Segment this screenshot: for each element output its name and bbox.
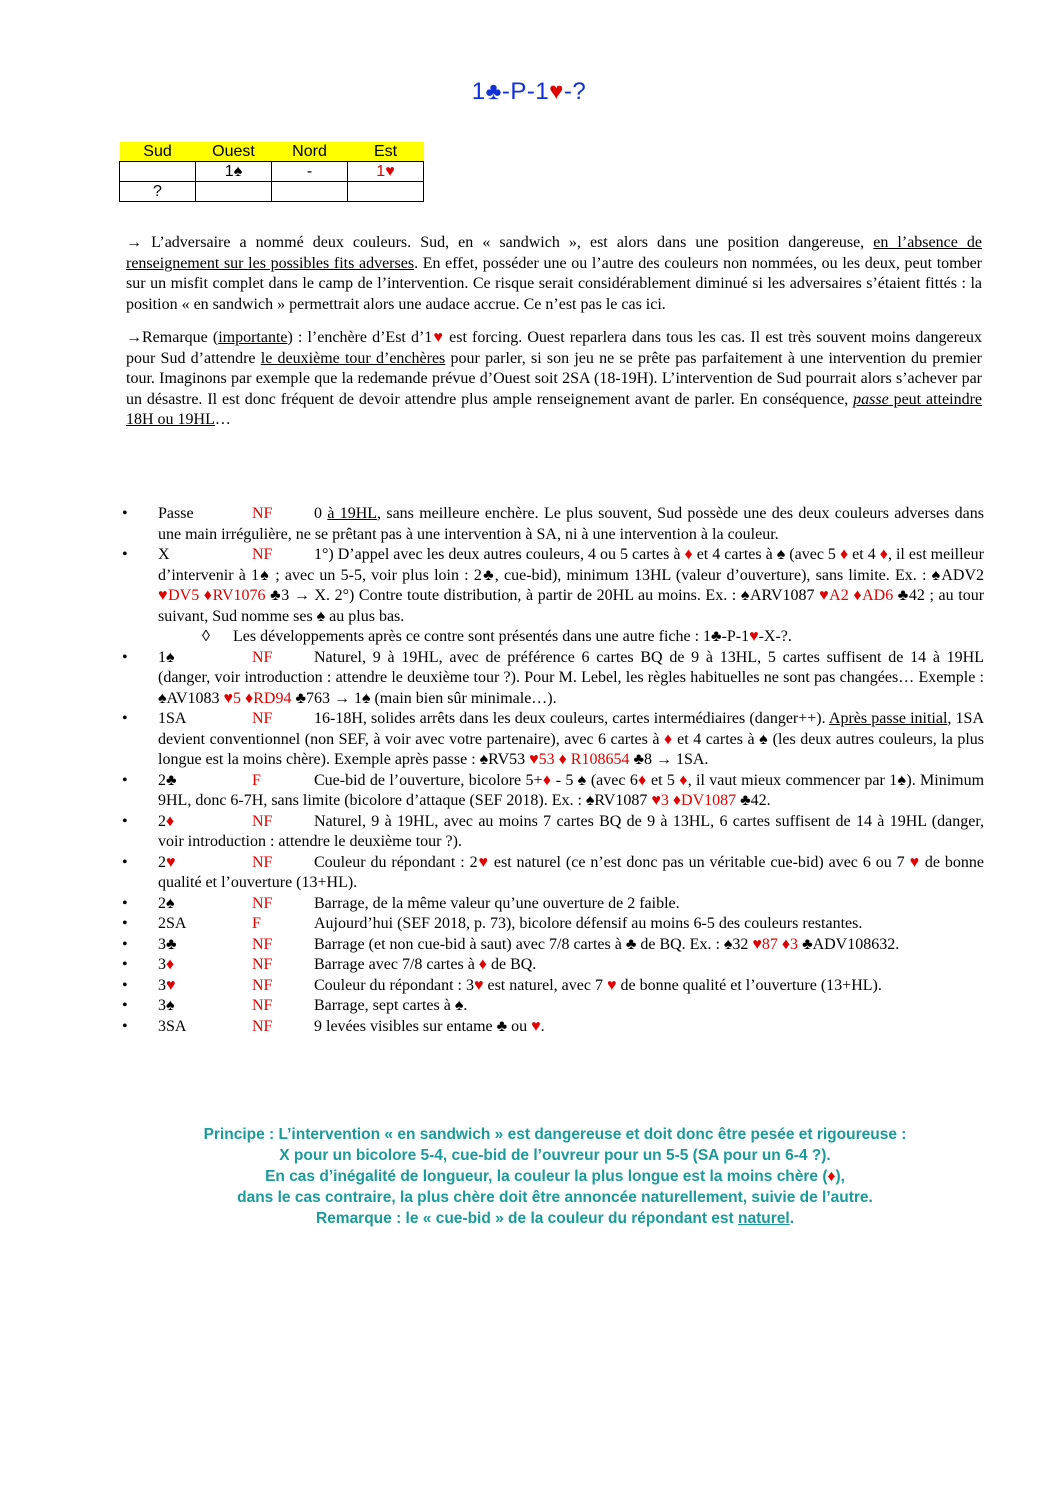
bid-code: 2♣ — [158, 771, 177, 789]
auction-table — [119, 142, 424, 202]
text: ), — [835, 1168, 845, 1185]
bid-code: X — [158, 546, 170, 563]
text: 2 — [158, 812, 166, 830]
text: -X-?. — [758, 628, 792, 645]
text: Barrage (et non cue-bid à saut) avec 7/8 cartes à ♣ de BQ. Ex. : ♠32 — [314, 935, 753, 953]
auction-cell: - — [272, 162, 348, 182]
text: Barrage, de la même valeur qu’une ouverture de 2 faible. — [314, 894, 680, 912]
bullet: • — [122, 710, 128, 727]
diamond-icon: ♦ — [663, 730, 673, 748]
text: et 5 — [646, 771, 680, 789]
page-title — [0, 78, 1058, 106]
red-suit-text: ♥53 ♦ R108654 — [529, 751, 630, 768]
bullet: • — [122, 648, 128, 666]
text: En cas d’inégalité de longueur, la couleur la plus longue est la moins chère ( — [265, 1168, 828, 1185]
heart-icon: ♥ — [166, 976, 176, 994]
bid-flag: NF — [252, 853, 273, 871]
diamond-icon: ♦ — [637, 771, 647, 789]
list-item — [118, 996, 984, 1017]
list-item — [118, 853, 984, 894]
text: ♣42 ; au tour suivant, Sud nomme ses ♠ au plus bas. — [158, 587, 985, 625]
bid-flag: F — [252, 915, 261, 932]
heart-icon: ♥ — [749, 628, 759, 645]
heart-icon: ♥ — [549, 78, 564, 105]
list-item — [118, 955, 984, 976]
list-item — [118, 914, 984, 935]
auction-cell — [120, 162, 196, 182]
list-item — [118, 545, 984, 627]
text: est naturel (ce n’est donc pas un véritable cue-bid) avec 6 ou 7 — [488, 853, 910, 871]
text: 2 — [158, 853, 166, 871]
header-ouest: Ouest — [196, 142, 272, 162]
text: de BQ. — [486, 956, 537, 973]
underlined-text: à 19HL — [327, 505, 378, 522]
auction-cell: 1♠ — [196, 162, 272, 182]
diamond-icon: ♦ — [542, 771, 552, 789]
text: 0 — [314, 505, 328, 522]
title-part: -? — [563, 78, 587, 105]
bullet: • — [122, 956, 128, 973]
bid-flag: NF — [252, 976, 273, 994]
heart-icon: ♥ — [166, 853, 176, 871]
principle-box — [0, 1124, 1058, 1229]
header-nord: Nord — [272, 142, 348, 162]
list-item — [118, 812, 984, 853]
bid-code: 2SA — [158, 915, 187, 932]
principle-line — [0, 1166, 1058, 1187]
diamond-icon: ♦ — [679, 771, 688, 789]
bid-code — [158, 955, 252, 976]
bid-flag: NF — [252, 648, 273, 666]
text: , il est meilleur d’intervenir à 1♠ ; avec un 5-5, voir plus loin : 2♣, cue-bid), minimum 13HL (valeur d’ouverture), sans limite. Ex. : ♠ADV2 — [158, 546, 984, 584]
auction-row — [120, 162, 424, 182]
text: ) : l’enchère d’Est d’1 — [287, 329, 433, 346]
red-suit-text: ♥5 ♦RD94 — [223, 689, 292, 707]
diamond-icon: ♦ — [827, 1168, 836, 1185]
intro-paragraph — [126, 233, 982, 315]
bid-code: 3♣ — [158, 935, 177, 953]
list-item — [118, 976, 984, 997]
heart-icon: ♥ — [909, 853, 920, 871]
principle-line: dans le cas contraire, la plus chère doit être annoncée naturellement, suivie de l’autre. — [237, 1189, 873, 1206]
bullet: • — [122, 915, 128, 932]
text: Couleur du répondant : 2 — [314, 853, 478, 871]
text: - 5 ♠ (avec 6 — [551, 771, 638, 789]
underlined-text: importante — [218, 329, 288, 346]
text: Naturel, 9 à 19HL, avec de préférence 6 cartes BQ de 9 à 13HL, 5 cartes suffisent de 14 à 19HL (danger, voir introduction : attendre le deuxième tour ?). Pour M. Lebel, les règles habituelles ne sont pas changées… Exemple : ♠AV1083 — [158, 648, 984, 707]
club-icon: ♣ — [485, 78, 502, 105]
text: 3 — [158, 956, 166, 973]
bid-code: 3SA — [158, 1017, 187, 1035]
bid-flag: NF — [252, 956, 273, 973]
title-part: -P-1 — [501, 78, 550, 105]
diamond-icon: ♦ — [478, 956, 487, 973]
bid-code: 1SA — [158, 710, 187, 727]
auction-cell — [272, 182, 348, 202]
bid-code — [158, 976, 252, 997]
principle-line: Principe : L’intervention « en sandwich » est dangereuse et doit donc être pesée et rigoureuse : — [203, 1126, 907, 1143]
underlined-text: en l’absence de renseignement sur les possibles fits adverses — [126, 234, 983, 272]
header-sud: Sud — [120, 142, 196, 162]
text: . En effet, posséder une ou l’autre des couleurs non nommées, ou les deux, peut tomber sur un misfit complet dans le camp de l’intervention. Ce risque serait considérablement diminué si les adversaires s’étaient fittés : la position « en sandwich » permettrait alors une audace accrue. Ce n’est pas le cas ici. — [126, 254, 983, 313]
principle-line — [0, 1208, 1058, 1229]
text: ♣3 → X. 2°) Contre toute distribution, à partir de 20HL au moins. Ex. : ♠ARV1087 — [265, 587, 820, 604]
text: et 4 — [848, 546, 880, 563]
list-item — [118, 894, 984, 915]
bid-flag: NF — [252, 812, 273, 830]
title-part: 1 — [471, 78, 486, 105]
red-suit-text: ♥DV5 ♦RV1076 — [158, 587, 266, 604]
text: de bonne qualité et l’ouverture (13+HL). — [616, 976, 882, 994]
text: , sans meilleure enchère. Le plus souvent, Sud possède une des deux couleurs adverses dans une main irrégulière, ne se prêtant pas à une intervention à SA, ni à une intervention à la couleur. — [158, 505, 984, 543]
red-suit-text: ♥A2 ♦AD6 — [819, 587, 894, 604]
bid-code — [158, 853, 252, 874]
auction-cell — [348, 182, 424, 202]
bullet: • — [122, 935, 128, 953]
bid-code: Passe — [158, 505, 194, 522]
diamond-icon: ♦ — [879, 546, 888, 563]
heart-icon: ♥ — [432, 329, 445, 346]
bid-code — [158, 812, 252, 833]
bid-flag: NF — [252, 505, 273, 522]
list-item — [118, 1017, 984, 1038]
list-item — [118, 771, 984, 812]
heart-icon: ♥ — [531, 1017, 541, 1035]
bullet: • — [122, 546, 128, 563]
auction-cell: ? — [120, 182, 196, 202]
text: ♣8 → 1SA. — [629, 751, 709, 768]
bid-flag: F — [252, 771, 261, 789]
bid-code: 3♠ — [158, 997, 175, 1014]
text: ♣42. — [736, 792, 771, 809]
bid-flag: NF — [252, 894, 273, 912]
text: →Remarque ( — [126, 329, 219, 346]
text: Cue-bid de l’ouverture, bicolore 5+ — [314, 771, 543, 789]
text: ♣ADV108632. — [798, 935, 900, 953]
text: → L’adversaire a nommé deux couleurs. Sud, en « sandwich », est alors dans une position dangereuse, — [126, 234, 874, 251]
bullet: • — [122, 997, 128, 1014]
text: et 4 cartes à ♠ (les deux autres couleurs, la plus longue est la moins chère). Exemple après passe : ♠RV53 — [158, 730, 984, 768]
auction-cell: 1♥ — [348, 162, 424, 182]
underlined-text: peut atteindre 18H ou 19HL — [126, 390, 982, 428]
auction-header-row — [120, 142, 424, 162]
bullet: • — [122, 894, 128, 912]
text: Les développements après ce contre sont présentés dans une autre fiche : 1♣-P-1 — [233, 628, 750, 645]
bullet: • — [122, 1017, 128, 1035]
bullet: • — [122, 853, 128, 871]
text: , il vaut mieux commencer par 1♠). Minimum 9HL, donc 6-7H, sans limite (bicolore d’attaque (SEF 2018). Ex. : ♠RV1087 — [158, 771, 985, 809]
text: 1°) D’appel avec les deux autres couleurs, 4 ou 5 cartes à — [314, 546, 685, 563]
list-item — [118, 709, 984, 771]
header-est: Est — [348, 142, 424, 162]
text: 3 — [158, 976, 166, 994]
remark-paragraph — [126, 328, 982, 431]
text: 9 levées visibles sur entame ♣ ou — [314, 1017, 532, 1035]
text: de bonne qualité et l’ouverture (13+HL). — [158, 853, 985, 891]
list-item — [118, 935, 984, 956]
auction-cell — [196, 182, 272, 202]
text: Couleur du répondant : 3 — [314, 976, 474, 994]
heart-icon: ♥ — [606, 976, 617, 994]
text: … — [214, 411, 231, 428]
heart-icon: ♥ — [473, 976, 484, 994]
bullet: • — [122, 505, 128, 522]
text: pour parler, si son jeu ne se prête pas parfaitement à une intervention du premier tour. Imaginons par exemple que la redemande prévue d’Ouest soit 2SA (18-19H). L’intervention de Sud pourrait alors s’achever par un désastre. Il est donc fréquent de devoir attendre plus ample renseignement avant de parler. En conséquence, — [126, 349, 983, 408]
auction-row — [120, 182, 424, 202]
heart-icon: ♥ — [477, 853, 489, 871]
text: Aujourd’hui (SEF 2018, p. 73), bicolore défensif au moins 6-5 des couleurs restantes. — [314, 915, 863, 932]
bid-list — [118, 504, 984, 1037]
text: est naturel, avec 7 — [483, 976, 607, 994]
bullet: • — [122, 976, 128, 994]
text: . — [540, 1017, 545, 1035]
text: 16-18H, solides arrêts dans les deux couleurs, cartes intermédiaires (danger++). — [314, 710, 829, 727]
red-suit-text: ♥3 ♦DV1087 — [651, 792, 737, 809]
bid-flag: NF — [252, 546, 273, 563]
text: Naturel, 9 à 19HL, avec au moins 7 cartes BQ de 9 à 13HL, 6 cartes suffisent de 14 à 19HL (danger, voir introduction : attendre le deuxième tour ?). — [158, 812, 984, 850]
text: . — [789, 1210, 795, 1227]
bid-flag: NF — [252, 997, 273, 1014]
underlined-text: naturel — [738, 1210, 790, 1227]
bid-flag: NF — [252, 1017, 273, 1035]
text: est forcing. Ouest reparlera dans tous les cas. Il est très souvent moins dangereux pour Sud d’attendre — [126, 329, 983, 367]
diamond-icon: ♦ — [839, 546, 849, 563]
bid-flag: NF — [252, 935, 273, 953]
diamond-bullet-icon: ◊ — [202, 628, 210, 645]
red-suit-text: ♥87 ♦3 — [752, 935, 799, 953]
text: ♣763 → 1♠ (main bien sûr minimale…). — [291, 689, 557, 707]
sub-item — [118, 627, 984, 648]
text: , 1SA devient conventionnel (non SEF, à voir avec votre partenaire), avec 6 cartes à — [158, 710, 985, 748]
list-item — [118, 504, 984, 545]
text: Barrage, sept cartes à ♠. — [314, 997, 468, 1014]
bid-code: 2♠ — [158, 894, 175, 912]
diamond-icon: ♦ — [166, 812, 175, 830]
text: et 4 cartes à ♠ (avec 5 — [692, 546, 840, 563]
text: Remarque : le « cue-bid » de la couleur du répondant est — [315, 1210, 739, 1227]
principle-line: X pour un bicolore 5-4, cue-bid de l’ouvreur pour un 5-5 (SA pour un 6-4 ?). — [279, 1147, 831, 1164]
bid-flag: NF — [252, 710, 273, 727]
diamond-icon: ♦ — [684, 546, 693, 563]
bullet: • — [122, 771, 128, 789]
diamond-icon: ♦ — [166, 956, 175, 973]
underlined-italic-text: passe — [853, 390, 889, 408]
bullet: • — [122, 812, 128, 830]
text: Barrage avec 7/8 cartes à — [314, 956, 479, 973]
bid-code: 1♠ — [158, 648, 175, 666]
list-item — [118, 648, 984, 710]
underlined-text: le deuxième tour d’enchères — [260, 349, 446, 367]
underlined-text: Après passe initial — [828, 710, 948, 727]
